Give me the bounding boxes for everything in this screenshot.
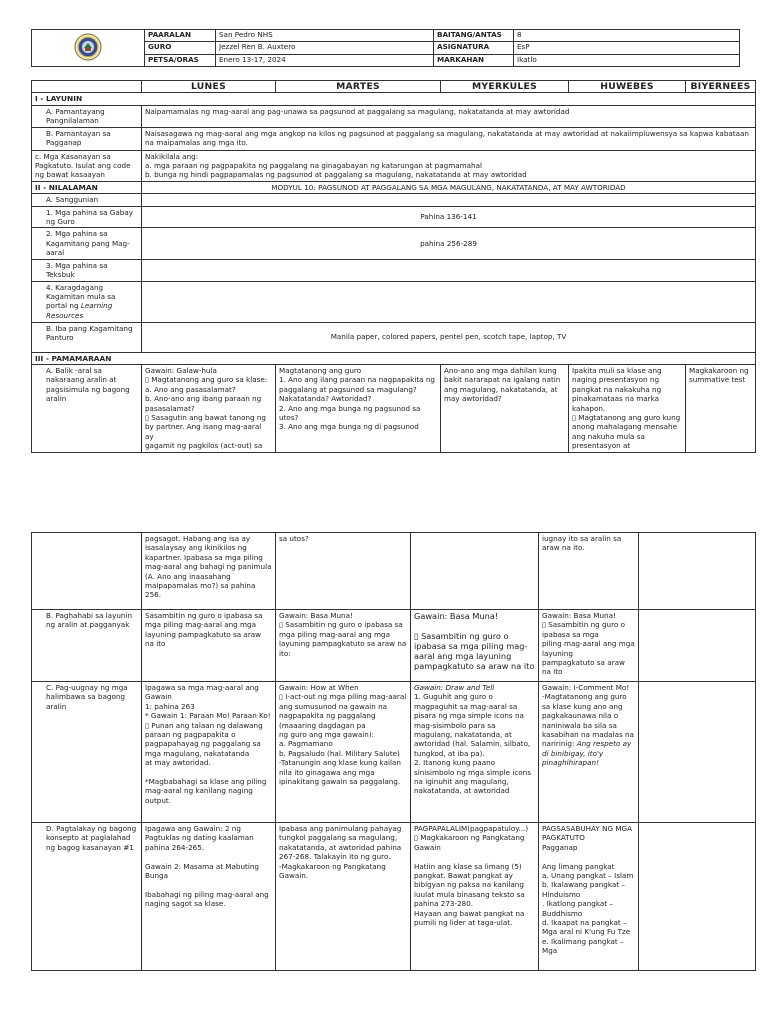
header-table bbox=[31, 29, 740, 67]
review-thursday-cont: iugnay ito sa aralin sa araw na ito. bbox=[539, 533, 639, 610]
section-nilalaman: II - NILALAMAN bbox=[32, 181, 142, 193]
discussion-thursday: PAGSASABUHAY NG MGA PAGKATUTO Pagganap Ang limang pangkat a. Unang pangkat – Islam b. Ikalawang pangkat – Hinduismo . Ikatlong pangkat – Buddhismo d. Ikaapat na pangkat – Mga aral ni K'ung Fu Tze e. Ikalimang pangkat – Mga bbox=[539, 823, 639, 971]
day-monday: LUNES bbox=[142, 81, 276, 93]
performance-standard-label: B. Pamantayan sa Pagganap bbox=[32, 127, 142, 150]
learner-material-label: 2. Mga pahina sa Kagamitang pang Mag-aaral bbox=[32, 228, 142, 259]
day-tuesday: MARTES bbox=[276, 81, 441, 93]
examples-tuesday: Gawain: How at When ▯ I-act-out ng mga piling mag-aaral ang sumusunod na gawain na nagpapakita ng paggalang (maaaring dagdagan pa ng guro ang mga gawain): a. Pagmamano b. Pagsaludo (hal. Military Salute) -Tatanungin ang klase kung kailan nila ito ginagawa ang mga ipinakitang gawain sa paggalang. bbox=[276, 682, 411, 823]
lesson-plan-table-page2 bbox=[31, 532, 756, 971]
teacher-label: GURO bbox=[145, 42, 216, 54]
competencies-label: c. Mga Kasanayan sa Pagkatuto. Isulat ang code ng bawat kasaayan bbox=[32, 150, 142, 181]
examples-wednesday bbox=[411, 682, 539, 823]
review-thursday: Ipakita muli sa klase ang naging presentasyon ng pangkat na nakakuha ng pinakamataas na marka kahapon. ▯ Magtatanong ang guro kung anong mahalagang mensahe ang nakuha mula sa presentasyon at bbox=[569, 364, 686, 452]
teacher-value: Jezzel Ren B. Auxtero bbox=[216, 42, 434, 54]
motivation-friday bbox=[639, 610, 756, 682]
review-monday-cont: pagsagot. Habang ang isa ay isasalaysay ang ikinikilos ng kapartner. Ipabasa sa mga piling mag-aaral ang bahagi ng panimula (A. Ano ang inaasahang maipapamalas mo?) sa pahina 256. bbox=[142, 533, 276, 610]
motivation-monday: Sasambitin ng guro o ipabasa sa mga piling mag-aaral ang mga layuning pampagkatuto sa araw na ito bbox=[142, 610, 276, 682]
lr-portal-value bbox=[142, 281, 756, 322]
content-standard-label: A. Pamantayang Pangnilalaman bbox=[32, 105, 142, 127]
teacher-guide-pages: Pahina 136-141 bbox=[142, 206, 756, 228]
references-value bbox=[142, 194, 756, 206]
review-monday: Gawain: Galaw-hula ▯ Magtatanong ang guro sa klase: a. Ano ang pasasalamat? b. Ano-ano ang ibang paraan ng pasasalamat? ▯ Sasagutin ang bawat tanong ng by partner. Ang isang mag-aaral ay gagamit ng pagkilos (act-out) sa bbox=[142, 364, 276, 452]
discussion-friday bbox=[639, 823, 756, 971]
school-label: PAARALAN bbox=[145, 30, 216, 42]
competencies-text: Nakikilala ang: a. mga paraan ng pagpapakita ng paggalang na ginagabayan ng katarungan at pagmamahal b. bunga ng hindi pagpapamalas ng pagsunod at paggalang sa magulang, nakatatanda at may awtoridad bbox=[142, 150, 756, 181]
date-label: PETSA/ORAS bbox=[145, 54, 216, 66]
motivation-tuesday: Gawain: Basa Muna! ▯ Sasambitin ng guro o ipabasa sa mga piling mag-aaral ang mga layuning pampagkatuto sa araw na ito: bbox=[276, 610, 411, 682]
day-wednesday: MYERKULES bbox=[441, 81, 569, 93]
examples-wednesday-title: Gawain: Draw and Tell bbox=[414, 683, 495, 692]
date-value: Enero 13-17, 2024 bbox=[216, 54, 434, 66]
section-layunin: I - LAYUNIN bbox=[32, 93, 756, 105]
examples-thursday-text: Gawain: I-Comment Mo! -Magtatanong ang guro sa klase kung ano ang pagkakaunawa nila o naniniwala ba sila sa kasabihan na madalas na naririnig: bbox=[542, 683, 634, 749]
review-friday-cont bbox=[639, 533, 756, 610]
subject-label: ASIGNATURA bbox=[434, 42, 514, 54]
corner-cell bbox=[32, 81, 142, 93]
grade-value: 8 bbox=[514, 30, 740, 42]
references-label: A. Sanggunian bbox=[32, 194, 142, 206]
grade-label: BAITANG/ANTAS bbox=[434, 30, 514, 42]
quarter-value: Ikatlo bbox=[514, 54, 740, 66]
day-friday: BIYERNEES bbox=[686, 81, 756, 93]
school-value: San Pedro NHS bbox=[216, 30, 434, 42]
textbook-pages bbox=[142, 259, 756, 281]
motivation-thursday: Gawain: Basa Muna! ▯ Sasambitin ng guro o ipabasa sa mga piling mag-aaral ang mga layuning pampagkatuto sa araw na ito bbox=[539, 610, 639, 682]
examples-monday: Ipagawa sa mga mag-aaral ang Gawain 1: pahina 263 * Gawain 1: Paraan Mo! Paraan Ko! ▯ Punan ang talaan ng dalawang paraan ng pagpapakita o pagpapahayag ng paggalang sa mga magulang, nakatatanda at may awtoridad. *Magbabahagi sa klase ang piling mag-aaral ng kanilang naging output. bbox=[142, 682, 276, 823]
other-materials-label: B. Iba pang Kagamitang Panturo bbox=[32, 322, 142, 352]
review-tuesday-cont: sa utos? bbox=[276, 533, 411, 610]
day-thursday: HUWEBES bbox=[569, 81, 686, 93]
logo-cell bbox=[32, 30, 145, 67]
examples-thursday-quote: Ang respeto ay di binibigay, ito'y pinaghihirapan! bbox=[542, 739, 632, 768]
module-title: MODYUL 10: PAGSUNOD AT PAGGALANG SA MGA MAGULANG, NAKATATANDA, AT MAY AWTORIDAD bbox=[142, 181, 756, 193]
lr-portal-label bbox=[32, 281, 142, 322]
examples-label: C. Pag-uugnay ng mga halimbawa sa bagong aralin bbox=[32, 682, 142, 823]
discussion-tuesday: Ipabasa ang panimulang pahayag tungkol paggalang sa magulang, nakatatanda, at awtoridad pahina 267-268. Talakayin ito ng guro. -Magkakaroon ng Pangkatang Gawain. bbox=[276, 823, 411, 971]
section-pamamaraan: III - PAMAMARAAN bbox=[32, 352, 756, 364]
review-friday: Magkakaroon ng summative test bbox=[686, 364, 756, 452]
content-standard-text: Naipamamalas ng mag-aaral ang pag-unawa sa pagsunod at paggalang sa magulang, nakatatanda at may awtoridad bbox=[142, 105, 756, 127]
other-materials-value: Manila paper, colored papers, pentel pen, scotch tape, laptop, TV bbox=[142, 322, 756, 352]
subject-value: EsP bbox=[514, 42, 740, 54]
review-label-cont bbox=[32, 533, 142, 610]
discussion-label: D. Pagtalakay ng bagong konsepto at paglalahad ng bagog kasanayan #1 bbox=[32, 823, 142, 971]
motivation-label: B. Paghahabi sa layunin ng aralin at pagganyak bbox=[32, 610, 142, 682]
textbook-label: 3. Mga pahina sa Teksbuk bbox=[32, 259, 142, 281]
learner-material-pages: pahina 256-289 bbox=[142, 228, 756, 259]
review-wednesday-cont bbox=[411, 533, 539, 610]
discussion-wednesday: PAGPAPALALIM(pagpapatuloy...) ▯ Magkakaroon ng Pangkatang Gawain Hatiin ang klase sa limang (5) pangkat. Bawat pangkat ay bibigyan ng paksa na kanilang iuulat mula binasang teksto sa pahina 273-280. Hayaan ang bawat pangkat na pumili ng lider at taga-ulat. bbox=[411, 823, 539, 971]
motivation-wednesday: Gawain: Basa Muna! ▯ Sasambitin ng guro o ipabasa sa mga piling mag-aaral ang mga layuning pampagkatuto sa araw na ito bbox=[411, 610, 539, 682]
examples-wednesday-body: 1. Guguhit ang guro o magpaguhit sa mag-aaral sa pisara ng mga simple icons na mag-sisimbolo para sa magulang, nakatatanda, at awtoridad (hal. Salamin, silbato, tungkod, at iba pa). 2. Itanong kung paano sinisimbolo ng mga simple icons na iginuhit ang magulang, nakatatanda, at awtoridad bbox=[414, 692, 531, 796]
performance-standard-text: Naisasagawa ng mag-aaral ang mga angkop na kilos ng pagsunod at paggalang sa magulang, nakatatanda at may awtoridad at nakaiimpluwensya sa kapwa kabataan na maipamalas ang mga ito. bbox=[142, 127, 756, 150]
examples-thursday bbox=[539, 682, 639, 823]
lr-portal-label-italic: Learning Resources bbox=[46, 301, 113, 320]
lesson-plan-table-page1 bbox=[31, 80, 756, 453]
discussion-monday: Ipagawa ang Gawain: 2 ng Pagtuklas ng dating kaalaman pahina 264-265. Gawain 2: Masama at Mabuting Bunga Ibabahagi ng piling mag-aaral ang naging sagot sa klase. bbox=[142, 823, 276, 971]
teacher-guide-label: 1. Mga pahina sa Gabay ng Guro bbox=[32, 206, 142, 228]
review-wednesday: Ano-ano ang mga dahilan kung bakit nararapat na igalang natin ang magulang, nakatatanda, at may awtoridad? bbox=[441, 364, 569, 452]
examples-friday bbox=[639, 682, 756, 823]
school-seal-icon bbox=[74, 33, 102, 61]
lr-portal-label-text: 4. Karagdagang Kagamitan mula sa portal ng bbox=[46, 282, 116, 311]
quarter-label: MARKAHAN bbox=[434, 54, 514, 66]
review-label: A. Balik -aral sa nakaraang aralin at pagsisimula ng bagong aralin bbox=[32, 364, 142, 452]
review-tuesday: Magtatanong ang guro 1. Ano ang ilang paraan na nagpapakita ng paggalang at pagsunod sa magulang? Nakatatanda? Awtoridad? 2. Ano ang mga bunga ng pagsunod sa utos? 3. Ano ang mga bunga ng di pagsunod bbox=[276, 364, 441, 452]
